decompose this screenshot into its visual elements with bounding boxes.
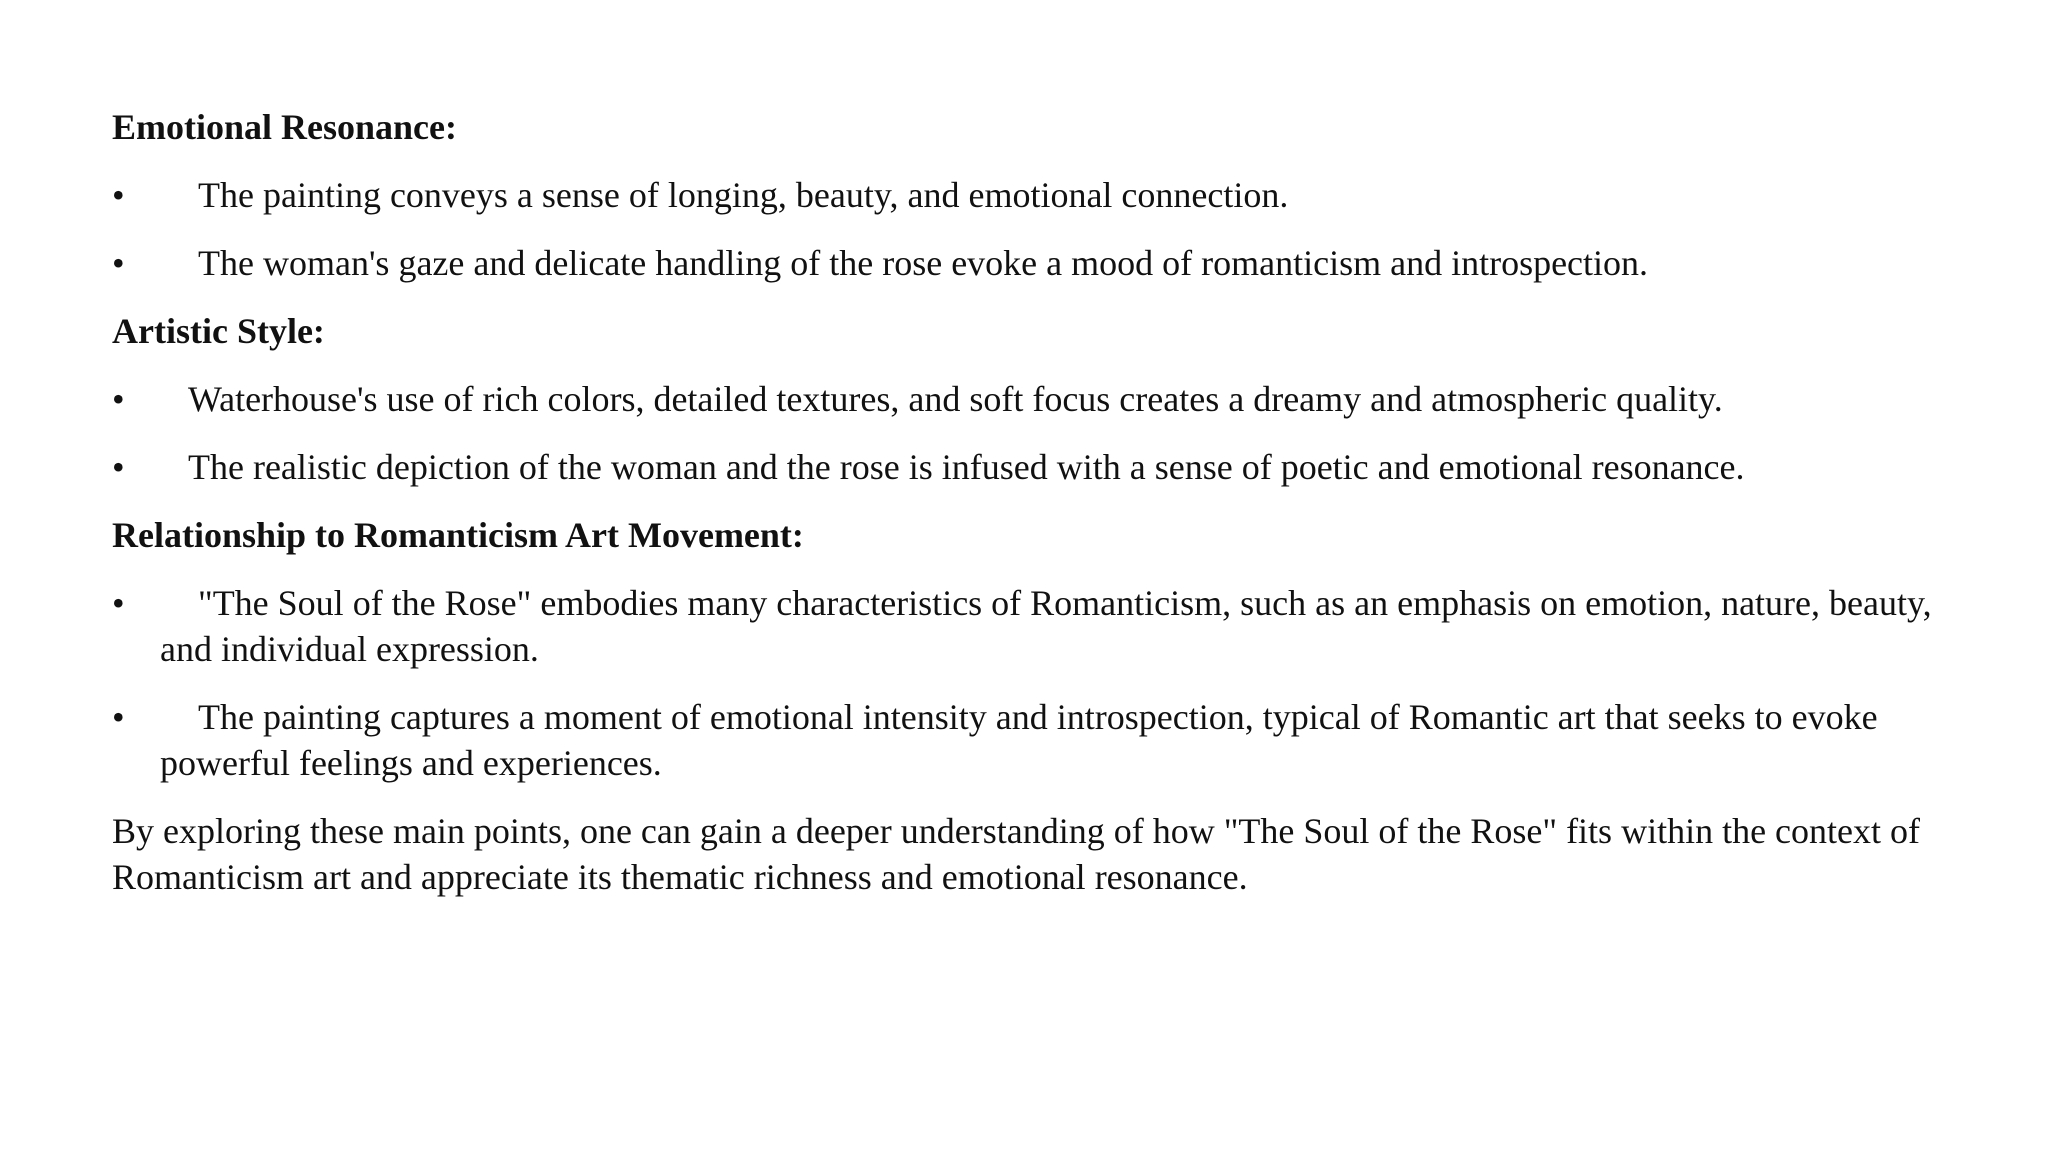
bullet-text: Waterhouse's use of rich colors, detailed textures, and soft focus creates a dreamy and atmospheric quality. (188, 379, 1723, 419)
conclusion-paragraph: By exploring these main points, one can gain a deeper understanding of how "The Soul of the Rose" fits within the context of Romanticism art and appreciate its thematic richness and emotional resonance. (112, 811, 1920, 897)
bullet-glyph: • (112, 175, 125, 215)
bullet-item (112, 444, 1972, 490)
bullet-item (112, 376, 1972, 422)
bullet-text: "The Soul of the Rose" embodies many characteristics of Romanticism, such as an emphasis on emotion, nature, beauty, and individual expression. (160, 583, 1932, 669)
bullet-item (112, 172, 1972, 218)
bullet-item (112, 694, 1972, 786)
slide-content (112, 104, 1972, 922)
bullet-glyph: • (112, 243, 125, 283)
bullet-glyph: • (112, 697, 125, 737)
bullet-item (112, 580, 1972, 672)
bullet-glyph: • (112, 447, 125, 487)
bullet-glyph: • (112, 583, 125, 623)
section-heading-romanticism: Relationship to Romanticism Art Movement: (112, 515, 804, 555)
section-heading-emotional-resonance: Emotional Resonance: (112, 107, 457, 147)
section-heading-artistic-style: Artistic Style: (112, 311, 325, 351)
bullet-text: The painting captures a moment of emotional intensity and introspection, typical of Romantic art that seeks to evoke powerful feelings and experiences. (160, 697, 1878, 783)
bullet-item (112, 240, 1972, 286)
bullet-text: The realistic depiction of the woman and the rose is infused with a sense of poetic and emotional resonance. (188, 447, 1745, 487)
bullet-glyph: • (112, 379, 125, 419)
bullet-text: The painting conveys a sense of longing, beauty, and emotional connection. (198, 175, 1289, 215)
bullet-text: The woman's gaze and delicate handling of the rose evoke a mood of romanticism and introspection. (198, 243, 1649, 283)
